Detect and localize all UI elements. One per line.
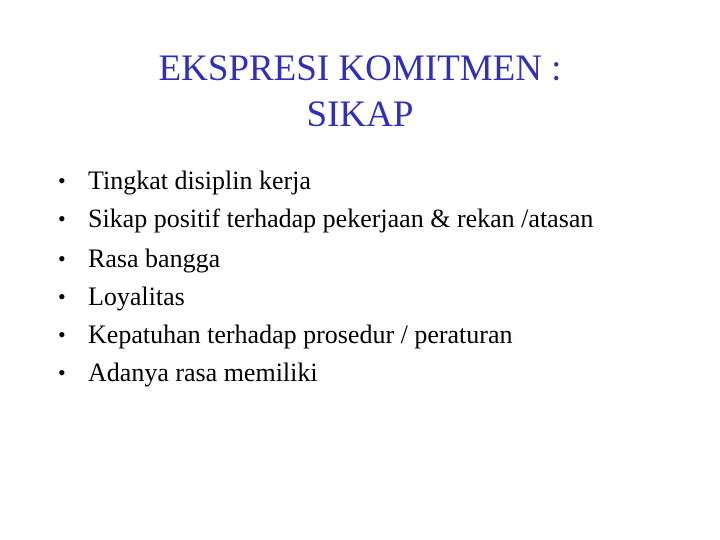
slide-title-line-1: EKSPRESI KOMITMEN : <box>158 48 562 89</box>
bullet-icon: • <box>58 206 66 231</box>
list-item-text: Kepatuhan terhadap prosedur / peraturan <box>88 320 513 349</box>
list-item-text: Loyalitas <box>88 282 185 311</box>
bullet-icon: • <box>58 284 66 309</box>
list-item <box>54 356 674 390</box>
list-item-text: Rasa bangga <box>88 244 221 273</box>
list-item <box>54 318 674 352</box>
list-item-text: Sikap positif terhadap pekerjaan & rekan /atasan <box>88 204 594 233</box>
bullet-icon: • <box>58 246 66 271</box>
list-item-text: Tingkat disiplin kerja <box>88 166 311 195</box>
bullet-icon: • <box>58 360 66 385</box>
bullet-icon: • <box>58 168 66 193</box>
list-item <box>54 280 674 314</box>
list-item <box>54 242 674 276</box>
slide-title <box>60 46 660 138</box>
bullet-list <box>54 164 674 394</box>
list-item-text: Adanya rasa memiliki <box>88 358 318 387</box>
slide-title-line-2: SIKAP <box>306 94 414 135</box>
list-item <box>54 202 674 236</box>
bullet-icon: • <box>58 322 66 347</box>
list-item <box>54 164 674 198</box>
